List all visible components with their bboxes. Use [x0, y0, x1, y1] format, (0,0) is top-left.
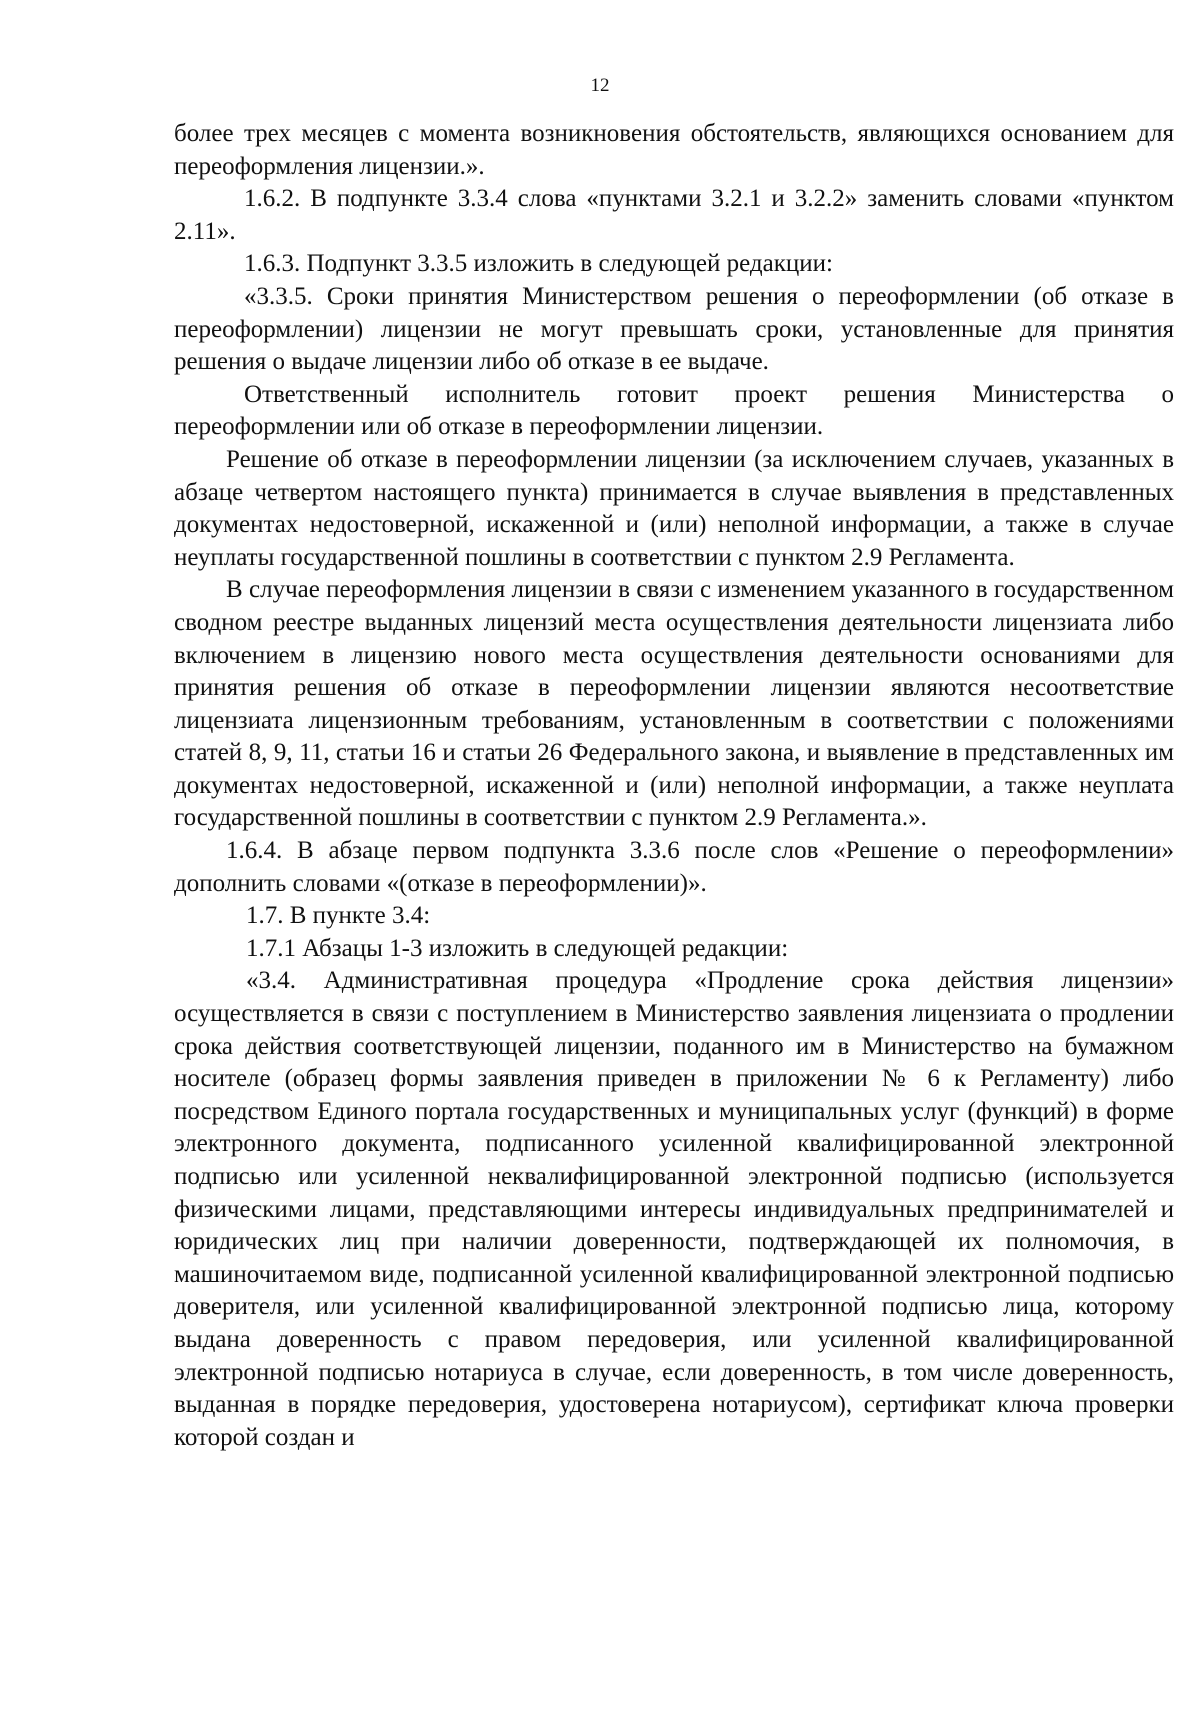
paragraph-1-6-3: 1.6.3. Подпункт 3.3.5 изложить в следующей редакции: [244, 250, 833, 278]
paragraph-1-7: 1.7. В пункте 3.4: [246, 902, 431, 930]
paragraph-3-3-5: «3.3.5. Сроки принятия Министерством решения о переоформлении (об отказе в переоформлении) лицензии не могут превышать сроки, установленные для принятия решения о выдаче лицензии либо об отказе в ее выдаче. [174, 282, 1174, 376]
paragraph-1-6-4: 1.6.4. В абзаце первом подпункта 3.3.6 после слов «Решение о переоформлении» дополнить словами «(отказе в переоформлении)». [174, 837, 1174, 897]
paragraph-place-change: В случае переоформления лицензии в связи с изменением указанного в государственном сводном реестре выданных лицензий места осуществления деятельности лицензиата либо включением в лицензию нового места осуществления деятельности основаниями для принятия решения об отказе в переоформлении лицензии являются несоответствие лицензиата лицензионным требованиям, установленным в соответствии с положениями статей 8, 9, 11, статьи 16 и статьи 26 Федерального закона, и выявление в представленных им документах недостоверной, искаженной и (или) неполной информации, а также неуплата государственной пошлины в соответствии с пунктом 2.9 Регламента.». [174, 576, 1174, 832]
paragraph-responsible-executor: Ответственный исполнитель готовит проект решения Министерства о переоформлении или об отказе в переоформлении лицензии. [174, 380, 1174, 441]
paragraph-1-7-1: 1.7.1 Абзацы 1-3 изложить в следующей редакции: [246, 934, 789, 962]
paragraph-1-6-2: 1.6.2. В подпункте 3.3.4 слова «пунктами 3.2.1 и 3.2.2» заменить словами «пунктом 2.11». [174, 185, 1174, 245]
document-body [174, 118, 1174, 1454]
paragraph-refusal-decision: Решение об отказе в переоформлении лицензии (за исключением случаев, указанных в абзаце четвертом настоящего пункта) принимается в случае выявления в представленных документах недостоверной, искаженной и (или) неполной информации, а также в случае неуплаты государственной пошлины в соответствии с пунктом 2.9 Регламента. [174, 445, 1174, 571]
page-number: 12 [590, 75, 610, 96]
paragraph-3-4: «3.4. Административная процедура «Продление срока действия лицензии» осуществляется в связи с поступлением в Министерство заявления лицензиата о продлении срока действия соответствующей лицензии, поданного им в Министерство на бумажном носителе (образец формы заявления приведен в приложении № 6 к Регламенту) либо посредством Единого портала государственных и муниципальных услуг (функций) в форме электронного документа, подписанного усиленной квалифицированной электронной подписью или усиленной неквалифицированной электронной подписью (используется физическими лицами, представляющими интересы индивидуальных предпринимателей и юридических лиц при наличии доверенности, подтверждающей их полномочия, в машиночитаемом виде, подписанной усиленной квалифицированной электронной подписью доверителя, или усиленной квалифицированной электронной подписью лица, которому выдана доверенность с правом передоверия, или усиленной квалифицированной электронной подписью нотариуса в случае, если доверенность, в том числе доверенность, выданная в порядке передоверия, удостоверена нотариусом), сертификат ключа проверки которой создан и [174, 967, 1174, 1451]
paragraph-continuation: более трех месяцев с момента возникновения обстоятельств, являющихся основанием для переоформления лицензии.». [174, 120, 1174, 180]
